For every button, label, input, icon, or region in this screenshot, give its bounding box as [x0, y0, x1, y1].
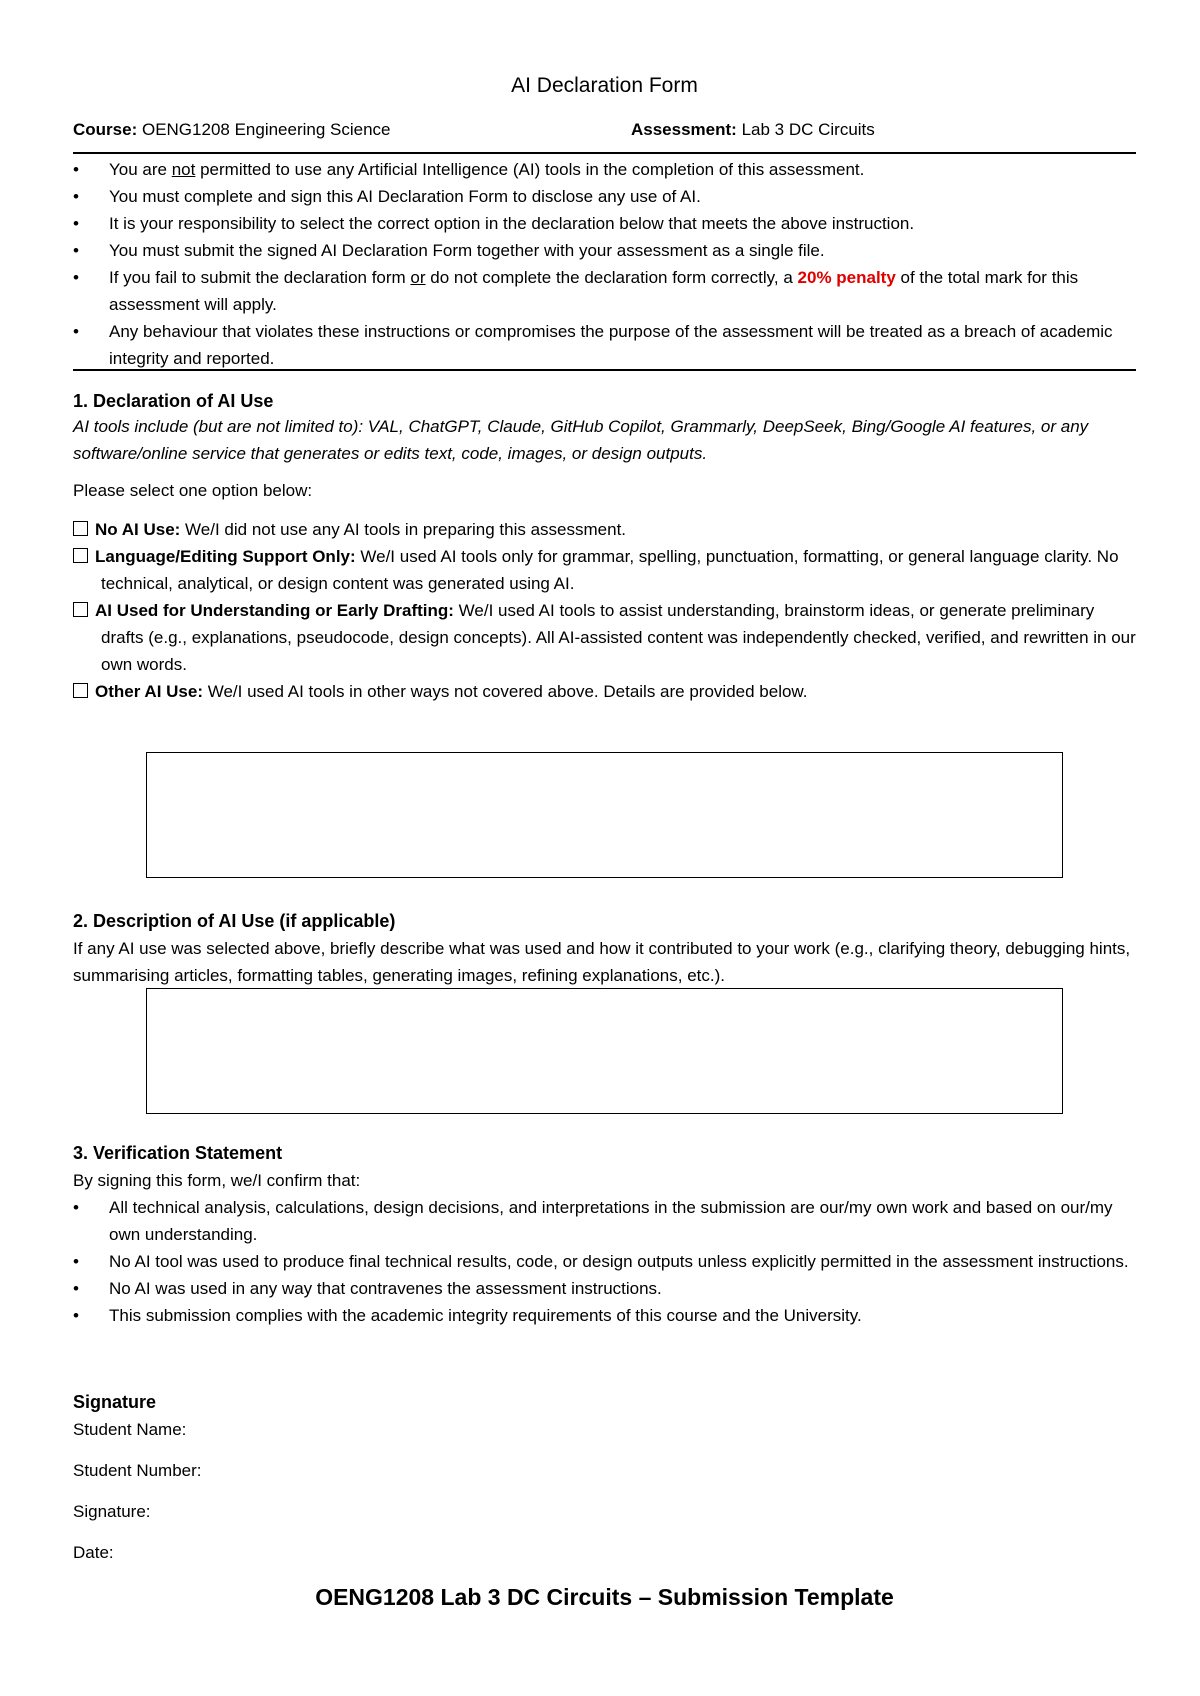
instruction-item: • If you fail to submit the declaration form or do not complete the declaration form correctly, a 20% penalty of the total mark for this assessment will apply.: [73, 264, 1136, 318]
ai-use-options: [73, 516, 1136, 705]
checkbox-icon[interactable]: [73, 548, 88, 563]
instruction-item: • Any behaviour that violates these instructions or compromises the purpose of the assessment will be treated as a breach of academic integrity and reported.: [73, 318, 1136, 372]
verification-item: • No AI tool was used to produce final technical results, code, or design outputs unless explicitly permitted in the assessment instructions.: [73, 1248, 1136, 1275]
checkbox-icon[interactable]: [73, 602, 88, 617]
ai-use-description-box[interactable]: [146, 988, 1063, 1114]
signature-heading: Signature: [73, 1392, 157, 1412]
verification-item: • All technical analysis, calculations, design decisions, and interpretations in the submission are our/my own work and based on our/my own understanding.: [73, 1194, 1136, 1248]
course-label: Course:: [73, 120, 138, 139]
course-assessment-line: [73, 116, 1136, 144]
verification-intro: By signing this form, we/I confirm that:: [73, 1171, 361, 1190]
ai-tools-note: AI tools include (but are not limited to): VAL, ChatGPT, Claude, GitHub Copilot, Grammarly, DeepSeek, Bing/Google AI features, or any software/online service that generates or edits text, code, images, or design outputs.: [73, 417, 1089, 463]
student-number-label: Student Number:: [73, 1461, 202, 1480]
option-language-editing[interactable]: Language/Editing Support Only: We/I used AI tools only for grammar, spelling, punctuation, formatting, or general language clarity. No technical, analytical, or design content was generated using AI.: [73, 543, 1136, 597]
instruction-item: • It is your responsibility to select the correct option in the declaration below that meets the above instruction.: [73, 210, 1136, 237]
course-info: [73, 116, 391, 143]
instruction-list: [73, 156, 1136, 372]
section1-heading: 1. Declaration of AI Use: [73, 391, 274, 411]
section3-heading: 3. Verification Statement: [73, 1143, 283, 1163]
checkbox-icon[interactable]: [73, 521, 88, 536]
assessment-info: [631, 116, 875, 143]
option-no-ai[interactable]: No AI Use: We/I did not use any AI tools in preparing this assessment.: [73, 516, 1136, 543]
instruction-item: • You must submit the signed AI Declaration Form together with your assessment as a single file.: [73, 237, 1136, 264]
course-value: OENG1208 Engineering Science: [141, 120, 391, 139]
assessment-value: Lab 3 DC Circuits: [741, 120, 875, 139]
signature-label: Signature:: [73, 1502, 151, 1521]
instruction-item: • You are not permitted to use any Artificial Intelligence (AI) tools in the completion of this assessment.: [73, 156, 1136, 183]
select-prompt: Please select one option below:: [73, 481, 313, 500]
verification-list: [73, 1194, 1136, 1329]
other-ai-details-box[interactable]: [146, 752, 1063, 878]
verification-item: • No AI was used in any way that contravenes the assessment instructions.: [73, 1275, 1136, 1302]
option-other-ai[interactable]: Other AI Use: We/I used AI tools in other ways not covered above. Details are provided below.: [73, 678, 1136, 705]
form-title: AI Declaration Form: [511, 74, 698, 97]
option-understanding-drafting[interactable]: AI Used for Understanding or Early Drafting: We/I used AI tools to assist understanding, brainstorm ideas, or generate preliminary drafts (e.g., explanations, pseudocode, design concepts). All AI-assisted content was independently checked, verified, and rewritten in our own words.: [73, 597, 1136, 678]
date-label: Date:: [73, 1543, 114, 1562]
student-name-label: Student Name:: [73, 1420, 187, 1439]
assessment-label: Assessment:: [631, 120, 737, 139]
verification-item: • This submission complies with the academic integrity requirements of this course and the University.: [73, 1302, 1136, 1329]
penalty-highlight: 20% penalty: [797, 268, 896, 287]
section2-description: If any AI use was selected above, briefly describe what was used and how it contributed to your work (e.g., clarifying theory, debugging hints, summarising articles, formatting tables, generating images, refining explanations, etc.).: [73, 939, 1131, 985]
section2-heading: 2. Description of AI Use (if applicable): [73, 911, 396, 931]
submission-template-title: OENG1208 Lab 3 DC Circuits – Submission Template: [315, 1584, 894, 1610]
checkbox-icon[interactable]: [73, 683, 88, 698]
instruction-item: • You must complete and sign this AI Declaration Form to disclose any use of AI.: [73, 183, 1136, 210]
top-divider: [73, 152, 1136, 154]
bottom-divider: [73, 369, 1136, 371]
